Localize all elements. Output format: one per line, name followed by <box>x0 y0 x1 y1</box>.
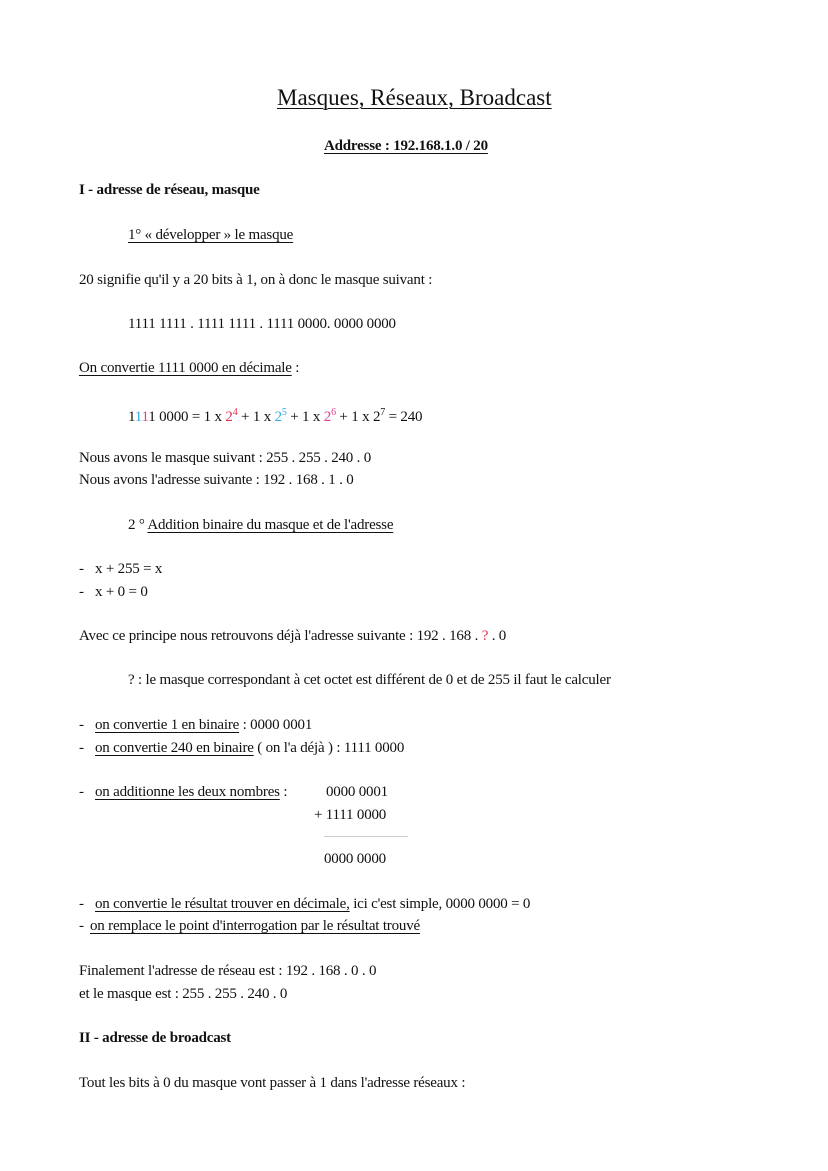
rule-text: x + 255 = x <box>95 561 163 577</box>
binary-calculation <box>128 403 422 427</box>
calc-bits-rest: 1 0000 = 1 x <box>148 409 226 425</box>
calc-term-2-base: 2 <box>274 409 282 425</box>
calc-result: = 240 <box>385 409 423 425</box>
principle-end: . 0 <box>488 628 507 644</box>
conversion-2-value: ( on l'a déjà ) : 1111 0000 <box>253 740 405 756</box>
principle-line <box>79 626 506 646</box>
calc-term-3-base: 2 <box>323 409 332 425</box>
replace-label: on remplace le point d'interrogation par le résultat trouvé <box>90 918 420 934</box>
conversion-1-value: : 0000 0001 <box>239 717 313 733</box>
result-item: - on convertie le résultat trouver en décimale, ici c'est simple, 0000 0000 = 0 <box>79 896 531 912</box>
addition-item: - on additionne les deux nombres : <box>79 784 288 800</box>
calc-term-4-exp: 7 <box>380 407 386 418</box>
conversion-1-label: on convertie 1 en binaire <box>95 717 240 733</box>
broadcast-explanation: Tout les bits à 0 du masque vont passer à 1 dans l'adresse réseaux : <box>79 1075 466 1091</box>
rule-text: x + 0 = 0 <box>95 584 148 600</box>
calc-bit-blue: 1 <box>134 409 142 425</box>
calc-term-2-exp: 5 <box>281 407 287 418</box>
step-2-prefix: 2 ° <box>128 517 148 533</box>
mask-binary: 1111 1111 . 1111 1111 . 1111 0000. 0000 0000 <box>128 316 396 332</box>
calc-term-1-base: 2 <box>225 409 233 425</box>
final-mask: et le masque est : 255 . 255 . 240 . 0 <box>79 986 288 1002</box>
addition-sum: 0000 0000 <box>324 851 386 867</box>
result-label: on convertie le résultat trouver en décimale, <box>95 896 350 912</box>
principle-text: Avec ce principe nous retrouvons déjà l'adresse suivante : 192 . 168 . <box>79 628 482 644</box>
addition-colon: : <box>279 784 288 800</box>
calc-plus-a: + 1 x <box>237 409 275 425</box>
addition-operand-a: 0000 0001 <box>326 784 388 800</box>
convert-colon: : <box>291 360 300 376</box>
section-2-heading: II - adresse de broadcast <box>79 1030 231 1046</box>
section-1-heading: I - adresse de réseau, masque <box>79 182 260 198</box>
addition-separator <box>324 836 408 837</box>
addition-label: on additionne les deux nombres <box>95 784 280 800</box>
conversion-item: - on convertie 1 en binaire : 0000 0001 <box>79 717 313 733</box>
calc-term-1-exp: 4 <box>232 407 238 418</box>
mask-result-line: Nous avons le masque suivant : 255 . 255 . 240 . 0 <box>79 450 372 466</box>
final-network-address: Finalement l'adresse de réseau est : 192 . 168 . 0 . 0 <box>79 963 377 979</box>
conversion-item: - on convertie 240 en binaire ( on l'a déjà ) : 1111 0000 <box>79 740 405 756</box>
replace-item: - on remplace le point d'interrogation par le résultat trouvé <box>79 918 420 934</box>
unknown-octet: ? <box>481 628 489 644</box>
calc-term-3-exp: 6 <box>331 407 336 418</box>
rule-item: - x + 255 = x <box>79 561 163 577</box>
step-2-title: Addition binaire du masque et de l'adresse <box>147 517 394 533</box>
convert-label: On convertie 1111 0000 en décimale <box>79 360 292 376</box>
calc-term-4-base: 2 <box>372 409 381 425</box>
calc-bit-pink: 1 <box>141 409 149 425</box>
calc-bit-plain: 1 <box>128 409 135 425</box>
address-heading: Addresse : 192.168.1.0 / 20 <box>324 138 488 154</box>
addition-operand-b: + 1111 0000 <box>314 807 387 823</box>
step-2-heading <box>128 515 393 535</box>
address-line: Nous avons l'adresse suivante : 192 . 168 . 1 . 0 <box>79 472 354 488</box>
conversion-2-label: on convertie 240 en binaire <box>95 740 254 756</box>
rule-item: - x + 0 = 0 <box>79 584 148 600</box>
calc-plus-b: + 1 x <box>286 409 324 425</box>
calc-plus-c: + 1 x <box>335 409 373 425</box>
convert-line <box>79 358 299 378</box>
page-title: Masques, Réseaux, Broadcast <box>277 85 552 110</box>
mask-explanation: 20 signifie qu'il y a 20 bits à 1, on à donc le masque suivant : <box>79 272 433 288</box>
result-value: ici c'est simple, 0000 0000 = 0 <box>349 896 531 912</box>
unknown-octet-note: ? : le masque correspondant à cet octet est différent de 0 et de 255 il faut le calculer <box>128 672 611 688</box>
step-1-heading: 1° « développer » le masque <box>128 227 294 243</box>
